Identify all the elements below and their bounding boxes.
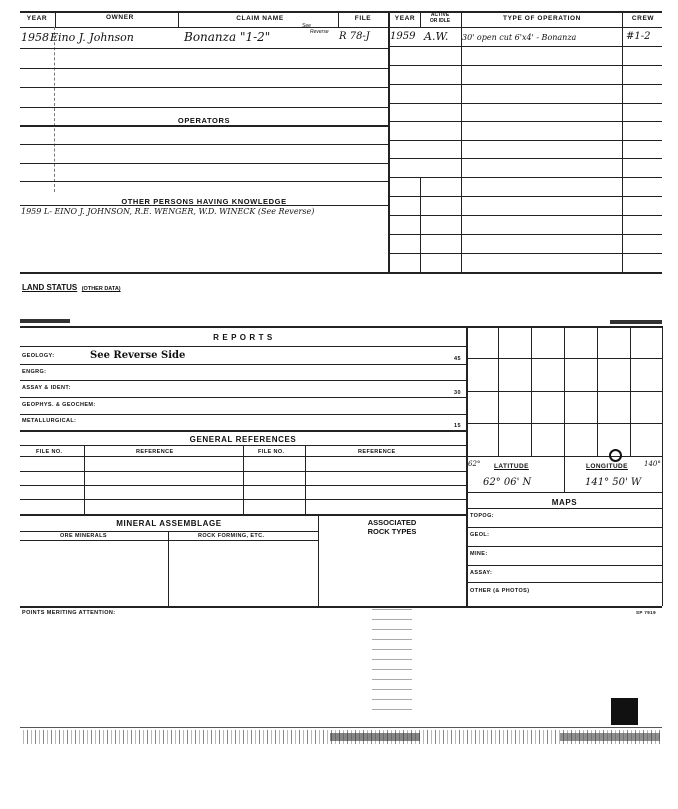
- mineral-assemblage-title: MINERAL ASSEMBLAGE: [116, 519, 222, 528]
- longitude-value: 141° 50' W: [585, 477, 642, 488]
- num-45: 45: [454, 356, 461, 362]
- gr-file-no-1: FILE NO.: [36, 449, 63, 455]
- gr-reference-2: REFERENCE: [358, 449, 396, 455]
- operators-title: OPERATORS: [177, 116, 231, 125]
- num-15: 15: [454, 423, 461, 429]
- entry-file: R 78-J: [339, 31, 370, 42]
- longitude-label: LONGITUDE: [586, 463, 628, 470]
- rock-forming-label: ROCK FORMING, ETC.: [198, 533, 265, 539]
- gr-file-no-2: FILE NO.: [258, 449, 285, 455]
- form-number: SP 7919: [636, 610, 656, 615]
- entry-claim-note-bottom: Reverse: [310, 29, 329, 35]
- maps-geol: GEOL:: [470, 532, 490, 538]
- geology-value: See Reverse Side: [90, 350, 186, 361]
- assay-label: ASSAY & IDENT:: [22, 385, 71, 391]
- land-status: [22, 277, 121, 295]
- associated-rock-types: [318, 518, 466, 536]
- location-marker-icon: [609, 449, 622, 462]
- header-or-idle: OR IDLE: [429, 18, 451, 24]
- ore-minerals-label: ORE MINERALS: [60, 533, 107, 539]
- entry-status: A.W.: [424, 30, 449, 43]
- header-claim-name: CLAIM NAME: [236, 15, 284, 22]
- latitude-label: LATITUDE: [494, 463, 529, 470]
- reports-title: R E P O R T S: [213, 333, 273, 342]
- maps-other: OTHER (& PHOTOS): [470, 588, 530, 594]
- geophys-label: GEOPHYS. & GEOCHEM:: [22, 402, 96, 408]
- knowledge-entry: 1959 L- EINO J. JOHNSON, R.E. WENGER, W.D. WINECK (See Reverse): [21, 207, 315, 216]
- header-active-idle: [420, 12, 460, 24]
- knowledge-title: OTHER PERSONS HAVING KNOWLEDGE: [121, 197, 287, 206]
- lat-deg: 62°: [468, 460, 481, 468]
- associated-line2: ROCK TYPES: [367, 527, 417, 536]
- num-30: 30: [454, 390, 461, 396]
- header-file: FILE: [354, 15, 372, 22]
- header-year: YEAR: [26, 15, 48, 22]
- associated-line1: ASSOCIATED: [367, 518, 417, 527]
- header-crew: CREW: [631, 15, 655, 22]
- maps-topog: TOPOG:: [470, 513, 494, 519]
- points-meriting-label: POINTS MERITING ATTENTION:: [22, 610, 116, 616]
- header-active: ACTIVE: [430, 12, 450, 18]
- lon-deg: 140°: [644, 460, 661, 468]
- general-references-title: GENERAL REFERENCES: [189, 435, 297, 444]
- scan-dots: [372, 600, 412, 710]
- maps-title: MAPS: [551, 498, 578, 507]
- land-status-sub: (OTHER DATA): [81, 286, 121, 292]
- entry-year: 1958: [21, 31, 49, 44]
- metallurgical-label: METALLURGICAL:: [22, 418, 77, 424]
- gr-reference-1: REFERENCE: [136, 449, 174, 455]
- entry-claim-name: Bonanza "1-2": [184, 30, 271, 44]
- header-type-of-operation: TYPE OF OPERATION: [503, 15, 581, 22]
- header-owner: OWNER: [106, 14, 134, 21]
- geology-label: GEOLOGY:: [22, 353, 55, 359]
- engrg-label: ENGRG:: [22, 369, 47, 375]
- latitude-value: 62° 06' N: [483, 477, 532, 488]
- entry-operation: 30' open cut 6'x4' - Bonanza: [462, 33, 577, 42]
- entry-crew: #1-2: [626, 31, 651, 42]
- entry-owner: Eino J. Johnson: [50, 31, 134, 44]
- entry-year-2: 1959: [390, 31, 416, 42]
- maps-assay: ASSAY:: [470, 570, 493, 576]
- land-status-title: LAND STATUS: [22, 283, 78, 292]
- entry-claim-note-top: See: [302, 23, 311, 29]
- header-year-2: YEAR: [394, 15, 416, 22]
- maps-mine: MINE:: [470, 551, 488, 557]
